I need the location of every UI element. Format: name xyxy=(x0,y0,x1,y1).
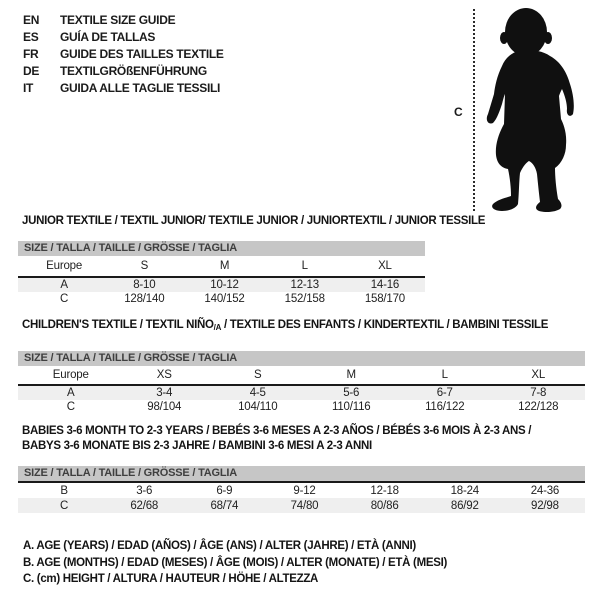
measurement-legend xyxy=(23,538,447,588)
size-bar: SIZE / TALLA / TAILLE / GRÖSSE / TAGLIA xyxy=(18,351,585,366)
table-row xyxy=(18,400,585,414)
baby-silhouette-icon xyxy=(482,6,578,212)
col-header: L xyxy=(441,369,448,381)
cell-value: 140/152 xyxy=(204,293,245,305)
header-label: Europe xyxy=(52,369,89,381)
baby-height-figure xyxy=(440,0,600,220)
col-header: S xyxy=(254,369,262,381)
height-measure-label: C xyxy=(454,105,463,119)
language-row xyxy=(23,79,224,96)
cell-value: 110/116 xyxy=(332,401,371,413)
cell-value: 10-12 xyxy=(210,279,239,291)
cell-value: 104/110 xyxy=(238,401,278,413)
section-babies xyxy=(18,424,585,513)
cell-value: 4-5 xyxy=(249,387,266,399)
language-label: GUIDA ALLE TAGLIE TESSILI xyxy=(60,80,221,95)
cell-value: 116/122 xyxy=(425,401,465,413)
cell-value: 12-18 xyxy=(370,484,399,497)
cell-value: 92/98 xyxy=(531,499,559,512)
row-label: C xyxy=(66,401,75,413)
size-bar: SIZE / TALLA / TAILLE / GRÖSSE / TAGLIA xyxy=(18,466,585,481)
cell-value: 122/128 xyxy=(518,401,559,413)
row-label: B xyxy=(60,484,68,497)
row-label: C xyxy=(60,499,69,512)
cell-value: 7-8 xyxy=(530,387,547,399)
col-header: M xyxy=(346,369,356,381)
cell-value: 14-16 xyxy=(370,279,400,291)
row-label: A xyxy=(67,387,75,399)
table-row xyxy=(18,386,585,400)
title-prefix: CHILDREN'S TEXTILE / TEXTIL NIÑO xyxy=(22,319,214,331)
cell-value: 6-7 xyxy=(436,387,453,399)
title-subscript: /A xyxy=(213,323,222,332)
cell-value: 24-36 xyxy=(530,484,560,497)
section-title xyxy=(18,424,585,454)
language-row xyxy=(23,28,224,45)
cell-value: 3-4 xyxy=(156,387,173,399)
language-label: TEXTILE SIZE GUIDE xyxy=(60,12,176,27)
table-header-row xyxy=(18,366,585,384)
junior-size-table xyxy=(18,241,425,306)
cell-value: 9-12 xyxy=(293,484,316,497)
cell-value: 68/74 xyxy=(210,499,239,512)
cell-value: 18-24 xyxy=(450,484,479,497)
babies-size-table xyxy=(18,466,585,513)
row-label: A xyxy=(60,279,68,291)
section-children xyxy=(18,318,585,414)
legend-row: A. AGE (YEARS) / EDAD (AÑOS) / ÂGE (ANS) / ALTER (JAHRE) / ETÀ (ANNI) xyxy=(23,540,416,552)
col-header: L xyxy=(301,260,308,272)
size-bar: SIZE / TALLA / TAILLE / GRÖSSE / TAGLIA xyxy=(18,241,425,256)
height-measure-line xyxy=(473,9,475,211)
cell-value: 86/92 xyxy=(450,499,479,512)
language-code: EN xyxy=(23,12,40,27)
cell-value: 8-10 xyxy=(133,279,156,291)
col-header: XS xyxy=(156,369,172,381)
cell-value: 98/104 xyxy=(147,401,182,413)
language-label: GUIDE DES TAILLES TEXTILE xyxy=(60,46,224,61)
cell-value: 62/68 xyxy=(130,499,159,512)
cell-value: 128/140 xyxy=(124,293,165,305)
title-line: BABYS 3-6 MONATE BIS 2-3 JAHRE / BAMBINI 3-6 MESI A 2-3 ANNI xyxy=(22,440,372,452)
language-row xyxy=(23,62,224,79)
language-label: TEXTILGRÖßENFÜHRUNG xyxy=(60,63,207,78)
legend-row: B. AGE (MONTHS) / EDAD (MESES) / ÂGE (MOIS) / ALTER (MONATE) / ETÀ (MESI) xyxy=(23,556,448,569)
language-code: ES xyxy=(23,29,39,44)
language-code: IT xyxy=(23,80,34,95)
col-header: XL xyxy=(531,369,546,381)
table-row xyxy=(18,292,425,306)
row-label: C xyxy=(60,293,69,305)
children-size-table xyxy=(18,351,585,414)
table-row xyxy=(18,498,585,513)
cell-value: 74/80 xyxy=(290,499,319,512)
language-row xyxy=(23,45,224,62)
table-row xyxy=(18,278,425,292)
cell-value: 5-6 xyxy=(343,387,360,399)
language-list xyxy=(23,11,224,96)
cell-value: 152/158 xyxy=(284,293,325,305)
language-label: GUÍA DE TALLAS xyxy=(60,29,156,44)
col-header: M xyxy=(219,260,230,272)
cell-value: 12-13 xyxy=(290,279,319,291)
title-line: BABIES 3-6 MONTH TO 2-3 YEARS / BEBÉS 3-6 MESES A 2-3 AÑOS / BÉBÉS 3-6 MOIS À 2-3 ANS / xyxy=(22,425,532,437)
legend-row: C. (cm) HEIGHT / ALTURA / HAUTEUR / HÖHE / ALTEZZA xyxy=(23,573,319,585)
col-header: XL xyxy=(378,260,392,272)
section-junior xyxy=(18,214,486,306)
section-title xyxy=(18,318,585,335)
cell-value: 80/86 xyxy=(370,499,399,512)
col-header: S xyxy=(140,260,149,272)
header-label: Europe xyxy=(46,260,83,272)
cell-value: 3-6 xyxy=(136,484,153,497)
title-suffix: / TEXTILE DES ENFANTS / KINDERTEXTIL / BAMBINI TESSILE xyxy=(221,319,549,331)
language-code: DE xyxy=(23,63,40,78)
table-row xyxy=(18,483,585,498)
section-title: JUNIOR TEXTILE / TEXTIL JUNIOR/ TEXTILE JUNIOR / JUNIORTEXTIL / JUNIOR TESSILE xyxy=(22,215,486,227)
language-row xyxy=(23,11,224,28)
cell-value: 6-9 xyxy=(216,484,233,497)
table-header-row xyxy=(18,256,425,276)
cell-value: 158/170 xyxy=(364,293,405,305)
language-code: FR xyxy=(23,46,39,61)
